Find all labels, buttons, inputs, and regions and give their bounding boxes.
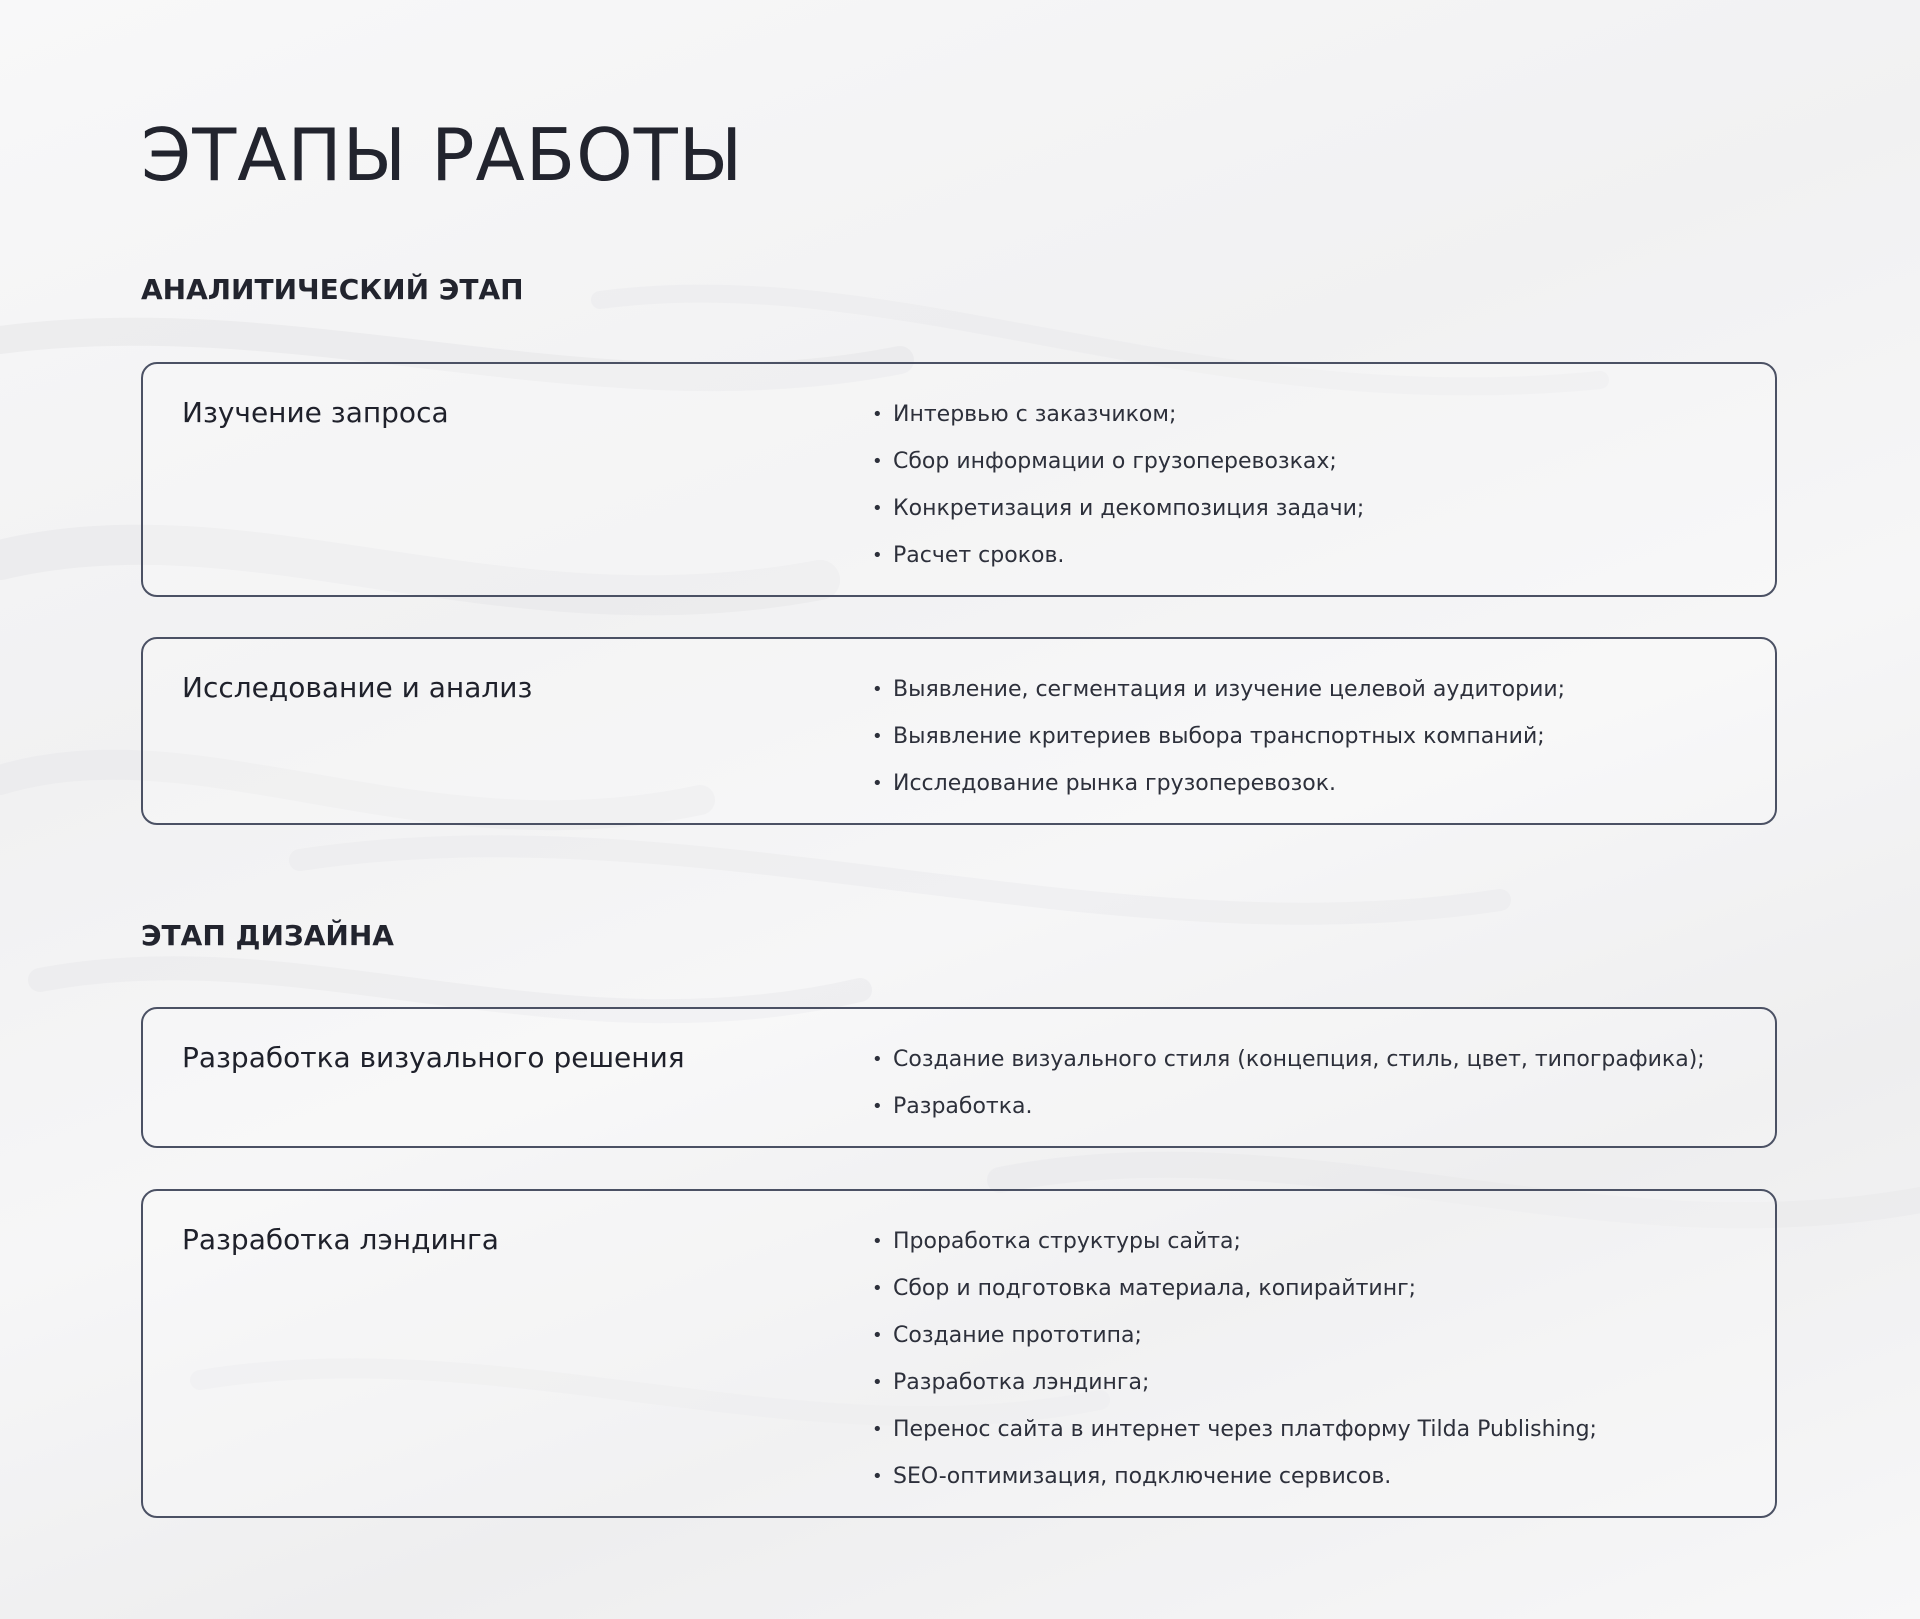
task-list <box>872 391 1364 579</box>
task-list <box>872 1218 1597 1500</box>
list-item: • SEO-оптимизация, подключение сервисов. <box>872 1453 1597 1500</box>
list-item: • Исследование рынка грузоперевозок. <box>872 760 1565 807</box>
bullet-icon: • <box>872 679 883 700</box>
list-item: • Интервью с заказчиком; <box>872 391 1364 438</box>
section-title-design: ЭТАП ДИЗАЙНА <box>141 919 394 952</box>
card-title: Разработка визуального решения <box>182 1041 685 1074</box>
list-item: • Выявление, сегментация и изучение целевой аудитории; <box>872 666 1565 713</box>
task-list <box>872 666 1565 807</box>
bullet-icon: • <box>872 451 883 472</box>
bullet-icon: • <box>872 1372 883 1393</box>
bullet-icon: • <box>872 1231 883 1252</box>
list-item: • Сбор и подготовка материала, копирайтинг; <box>872 1265 1597 1312</box>
bullet-icon: • <box>872 1096 883 1117</box>
list-item: • Проработка структуры сайта; <box>872 1218 1597 1265</box>
page-title: ЭТАПЫ РАБОТЫ <box>141 113 744 197</box>
bullet-icon: • <box>872 1325 883 1346</box>
list-item: • Разработка. <box>872 1083 1705 1130</box>
stage-card-landing-development <box>141 1189 1777 1518</box>
list-item: • Расчет сроков. <box>872 532 1364 579</box>
section-title-analytics: АНАЛИТИЧЕСКИЙ ЭТАП <box>141 273 524 306</box>
stage-card-research-analysis <box>141 637 1777 825</box>
bullet-icon: • <box>872 498 883 519</box>
bullet-icon: • <box>872 773 883 794</box>
list-item: • Разработка лэндинга; <box>872 1359 1597 1406</box>
card-title: Разработка лэндинга <box>182 1223 499 1256</box>
bullet-icon: • <box>872 1049 883 1070</box>
task-list <box>872 1036 1705 1130</box>
bullet-icon: • <box>872 1466 883 1487</box>
bullet-icon: • <box>872 545 883 566</box>
bullet-icon: • <box>872 404 883 425</box>
list-item: • Создание визуального стиля (концепция, стиль, цвет, типографика); <box>872 1036 1705 1083</box>
bullet-icon: • <box>872 1278 883 1299</box>
list-item: • Создание прототипа; <box>872 1312 1597 1359</box>
stage-card-visual-solution <box>141 1007 1777 1148</box>
stage-card-request-study <box>141 362 1777 597</box>
card-title: Исследование и анализ <box>182 671 533 704</box>
list-item: • Конкретизация и декомпозиция задачи; <box>872 485 1364 532</box>
list-item: • Перенос сайта в интернет через платформу Tilda Publishing; <box>872 1406 1597 1453</box>
card-title: Изучение запроса <box>182 396 449 429</box>
list-item: • Сбор информации о грузоперевозках; <box>872 438 1364 485</box>
list-item: • Выявление критериев выбора транспортных компаний; <box>872 713 1565 760</box>
bullet-icon: • <box>872 1419 883 1440</box>
bullet-icon: • <box>872 726 883 747</box>
